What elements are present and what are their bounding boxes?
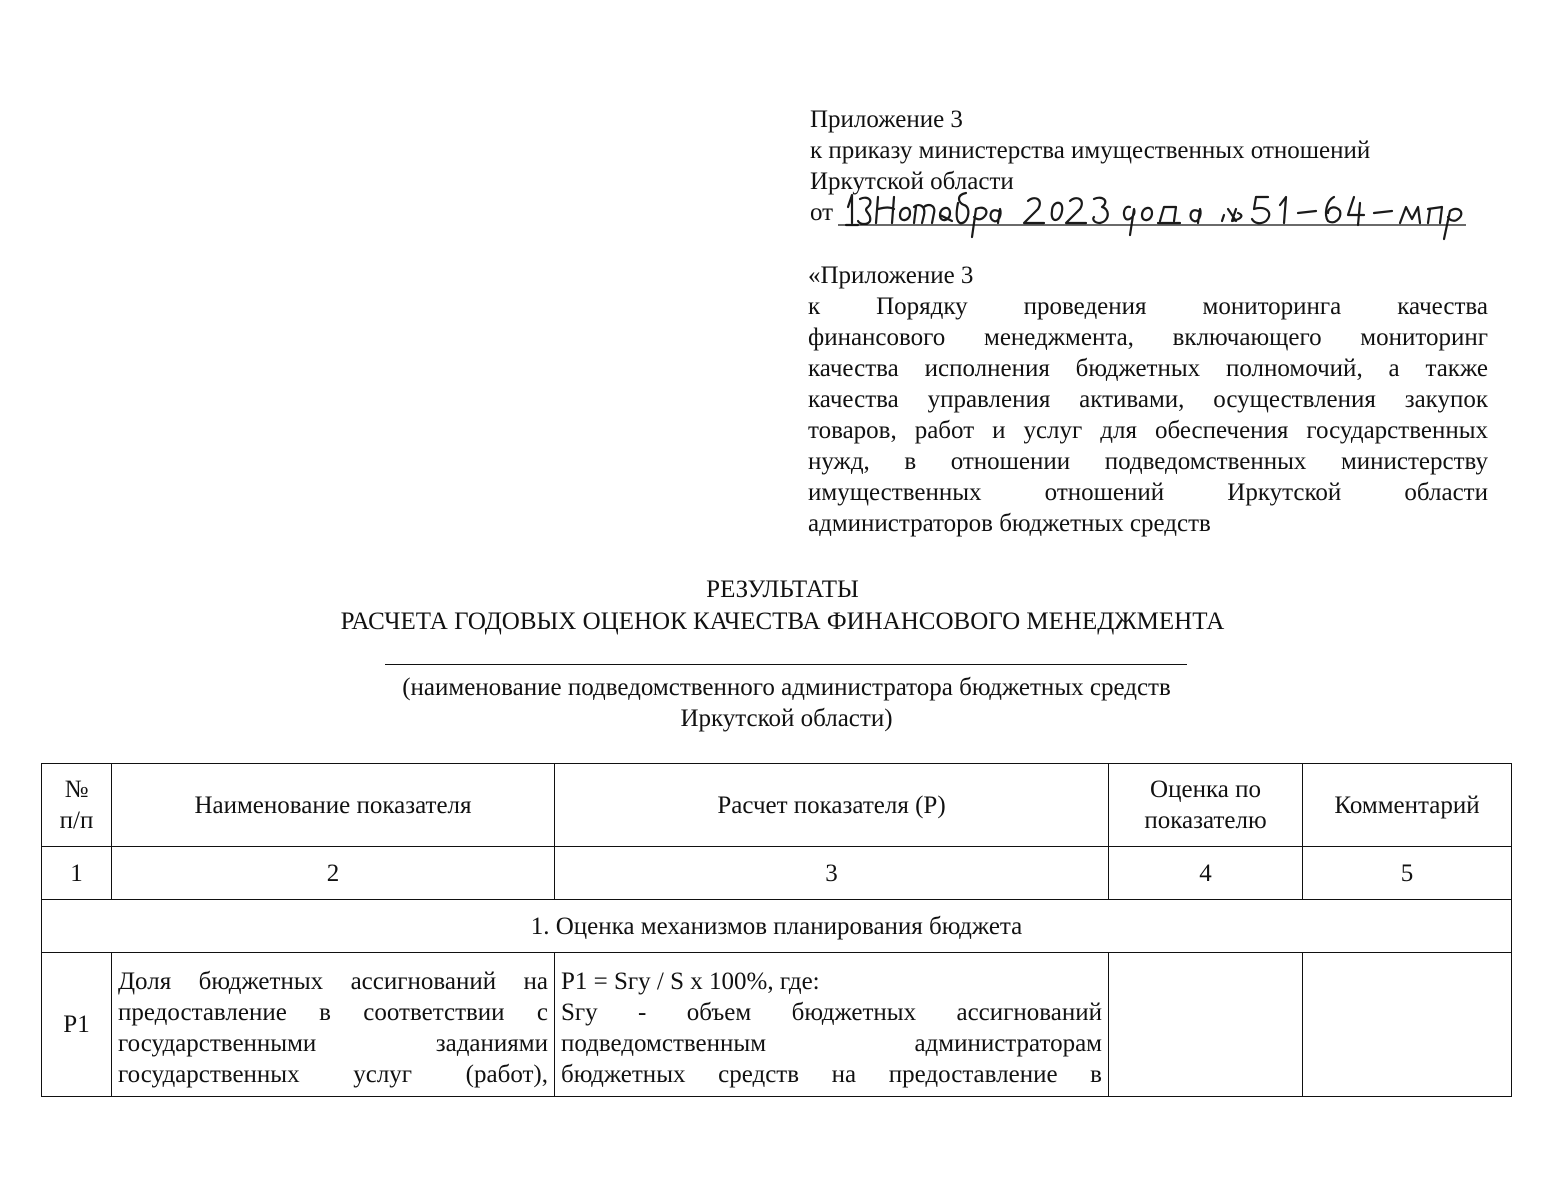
indicator-code: P1 bbox=[42, 953, 112, 1097]
administrator-name-blank-line bbox=[385, 664, 1187, 665]
header-score-line: показателю bbox=[1144, 807, 1267, 834]
indicator-comment-cell bbox=[1303, 953, 1512, 1097]
document-title: РЕЗУЛЬТАТЫ bbox=[706, 576, 859, 603]
column-number: 1 bbox=[42, 847, 112, 900]
appendix-order-line: к Порядку проведения мониторинга качества bbox=[808, 293, 1488, 320]
column-numbers-row bbox=[42, 847, 1512, 900]
appendix-order-line: нужд, в отношении подведомственных министерству bbox=[808, 448, 1488, 475]
indicator-name-line: государственными заданиями bbox=[118, 1029, 548, 1057]
from-label: от bbox=[810, 199, 834, 226]
indicator-score-cell bbox=[1109, 953, 1303, 1097]
indicator-name-line: Доля бюджетных ассигнований на bbox=[118, 967, 548, 995]
indicator-name-line: государственных услуг (работ), bbox=[118, 1060, 548, 1088]
indicator-calc-line: подведомственным администраторам bbox=[561, 1029, 1102, 1057]
header-indicator-name: Наименование показателя bbox=[112, 764, 555, 847]
section-title: 1. Оценка механизмов планирования бюджета bbox=[42, 900, 1512, 953]
document-subtitle: РАСЧЕТА ГОДОВЫХ ОЦЕНОК КАЧЕСТВА ФИНАНСОВОГО МЕНЕДЖМЕНТА bbox=[340, 608, 1225, 635]
indicator-calc-cell bbox=[555, 953, 1109, 1097]
section-row bbox=[42, 900, 1512, 953]
header-number bbox=[42, 764, 112, 847]
handwritten-date-signature bbox=[838, 185, 1468, 241]
indicator-calc-line: P1 = Sгу / S x 100%, где: bbox=[561, 967, 820, 995]
header-score bbox=[1109, 764, 1303, 847]
header-comment: Комментарий bbox=[1303, 764, 1512, 847]
appendix-order-line: качества исполнения бюджетных полномочий, а также bbox=[808, 355, 1488, 382]
appendix-region: Иркутской области bbox=[810, 168, 1014, 195]
appendix-order-line: финансового менеджмента, включающего мониторинг bbox=[808, 324, 1488, 351]
indicator-name-text bbox=[112, 960, 554, 1090]
appendix-order-line: имущественных отношений Иркутской области bbox=[808, 479, 1488, 506]
appendix-order-line: качества управления активами, осуществления закупок bbox=[808, 386, 1488, 413]
caption-line: Иркутской области) bbox=[680, 705, 893, 732]
indicator-calc-text bbox=[555, 960, 1108, 1090]
appendix-order-ref: к приказу министерства имущественных отношений bbox=[810, 137, 1371, 164]
appendix-title: Приложение 3 bbox=[810, 106, 963, 133]
indicator-name-line: предоставление в соответствии с bbox=[118, 998, 548, 1026]
column-number: 5 bbox=[1303, 847, 1512, 900]
indicator-name-cell bbox=[112, 953, 555, 1097]
table-header-row bbox=[42, 764, 1512, 847]
appendix-order-line: товаров, работ и услуг для обеспечения государственных bbox=[808, 417, 1488, 444]
administrator-name-caption bbox=[10, 672, 1553, 734]
column-number: 2 bbox=[112, 847, 555, 900]
caption-line: (наименование подведомственного администратора бюджетных средств bbox=[402, 674, 1171, 701]
header-number-line: п/п bbox=[59, 807, 94, 834]
appendix-order-line: администраторов бюджетных средств bbox=[808, 510, 1211, 537]
appendix-header bbox=[810, 104, 1490, 241]
column-number: 3 bbox=[555, 847, 1109, 900]
header-indicator-calc: Расчет показателя (P) bbox=[555, 764, 1109, 847]
appendix-order-title: «Приложение 3 bbox=[808, 262, 974, 289]
indicator-calc-line: бюджетных средств на предоставление в bbox=[561, 1060, 1102, 1088]
table-row bbox=[42, 953, 1512, 1097]
appendix-to-order bbox=[808, 260, 1488, 539]
date-number-row bbox=[810, 197, 1490, 241]
results-table bbox=[41, 763, 1512, 1097]
indicator-calc-line: Sгу - объем бюджетных ассигнований bbox=[561, 998, 1102, 1026]
column-number: 4 bbox=[1109, 847, 1303, 900]
header-number-line: № bbox=[64, 776, 89, 803]
header-score-line: Оценка по bbox=[1150, 776, 1261, 803]
